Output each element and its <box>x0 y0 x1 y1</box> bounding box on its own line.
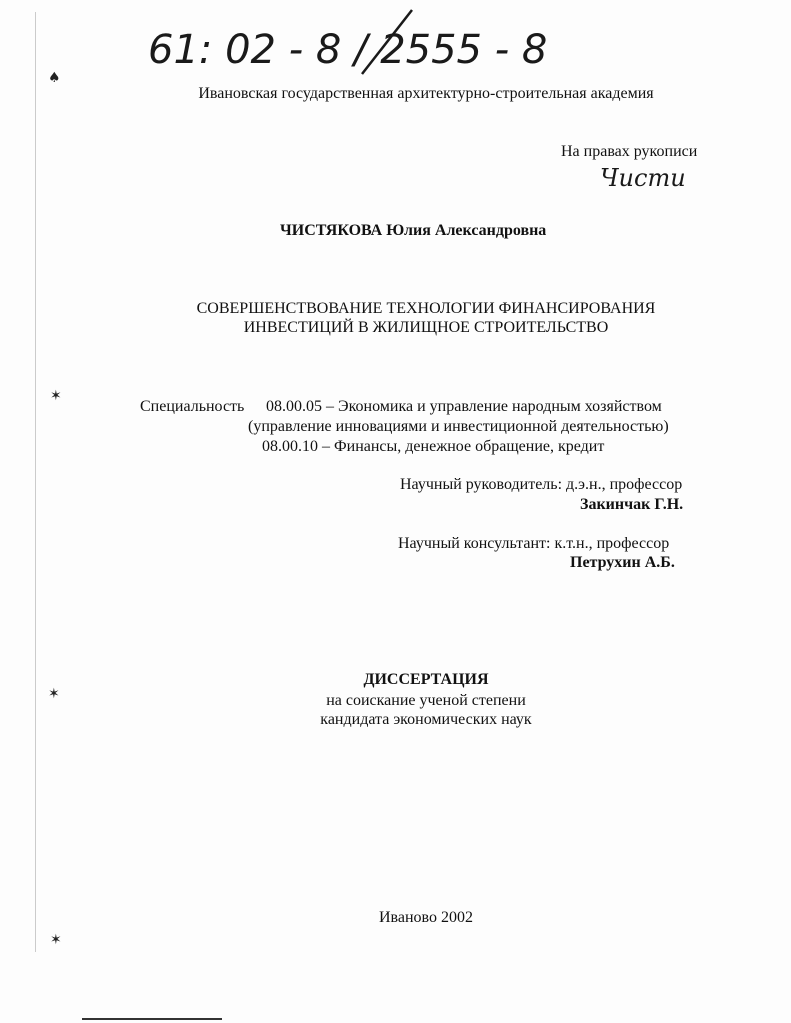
place-year: Иваново 2002 <box>378 909 473 926</box>
handwritten-archive-number <box>140 8 570 78</box>
margin-mark-2: ✶ <box>50 388 62 404</box>
degree-line-2: кандидата экономических наук <box>320 711 532 728</box>
author-signature <box>598 160 698 194</box>
manuscript-rights: На правах рукописи <box>561 143 698 160</box>
signature-text: Чисти <box>600 164 686 192</box>
title-line-2: ИНВЕСТИЦИЙ В ЖИЛИЩНОЕ СТРОИТЕЛЬСТВО <box>243 319 609 336</box>
title-line-1: СОВЕРШЕНСТВОВАНИЕ ТЕХНОЛОГИИ ФИНАНСИРОВАНИЯ <box>196 300 656 317</box>
specialty-label: Специальность <box>140 398 245 415</box>
archive-number-text: 61: 02 - 8 / 2555 - 8 <box>148 27 548 73</box>
scan-bottom-line <box>82 1018 222 1020</box>
specialty-line-2: (управление инновациями и инвестиционной деятельностью) <box>248 418 669 435</box>
degree-line-1: на соискание ученой степени <box>326 692 526 709</box>
supervisor-name: Закинчак Г.Н. <box>580 496 684 513</box>
specialty-line-1: 08.00.05 – Экономика и управление народным хозяйством <box>266 398 662 415</box>
margin-mark-4: ✶ <box>50 932 62 948</box>
consultant-name: Петрухин А.Б. <box>570 554 675 571</box>
scan-edge-line <box>35 12 36 952</box>
institution: Ивановская государственная архитектурно-строительная академия <box>198 85 654 102</box>
consultant-label: Научный консультант: к.т.н., профессор <box>398 535 670 552</box>
specialty-line-3: 08.00.10 – Финансы, денежное обращение, кредит <box>262 438 605 455</box>
margin-mark-1: ♠ <box>48 70 61 86</box>
document-type: ДИССЕРТАЦИЯ <box>363 671 489 688</box>
margin-mark-3: ✶ <box>48 686 60 702</box>
author-name: ЧИСТЯКОВА Юлия Александровна <box>280 222 547 239</box>
supervisor-label: Научный руководитель: д.э.н., профессор <box>400 476 683 493</box>
